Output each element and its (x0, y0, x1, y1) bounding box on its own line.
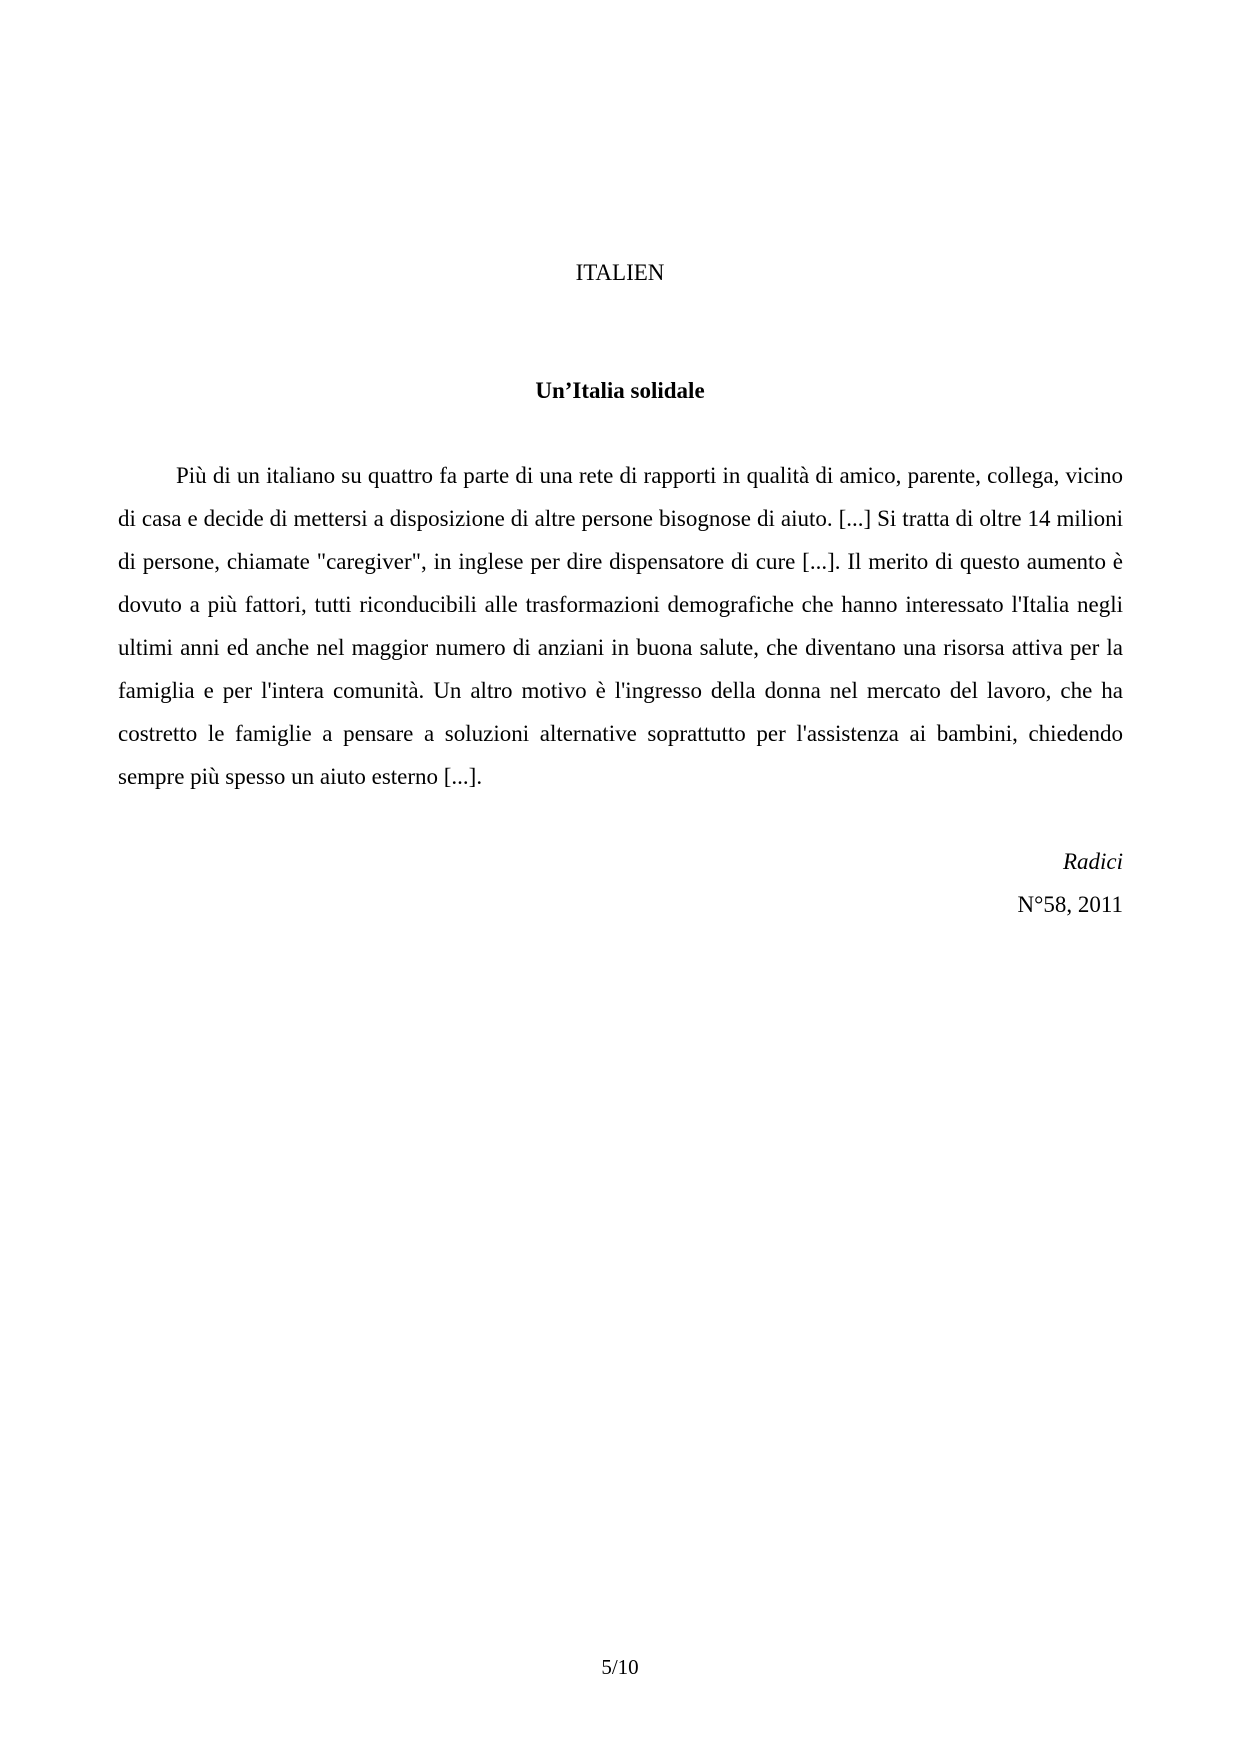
source-publication: Radici (1062, 849, 1123, 874)
body-paragraph: Più di un italiano su quattro fa parte di una rete di rapporti in qualità di amico, parente, collega, vicino di casa e decide di mettersi a disposizione di altre persone bisognose di aiuto. [...] Si tratta di oltre 14 milioni di persone, chiamate "caregiver", in inglese per dire dispensatore di cure [...]. Il merito di questo aumento è dovuto a più fattori, tutti riconducibili alle trasformazioni demografiche che hanno interessato l'Italia negli ultimi anni ed anche nel maggior numero di anziani in buona salute, che diventano una risorsa attiva per la famiglia e per l'intera comunità. Un altro motivo è l'ingresso della donna nel mercato del lavoro, che ha costretto le famiglie a pensare a soluzioni alternative soprattutto per l'assistenza ai bambini, chiedendo sempre più spesso un aiuto esterno [...]. (118, 463, 1123, 789)
document-title: Un’Italia solidale (535, 378, 705, 403)
page-number: 5/10 (601, 1655, 639, 1679)
source-issue: N°58, 2011 (1017, 892, 1123, 917)
section-label: ITALIEN (575, 260, 665, 285)
